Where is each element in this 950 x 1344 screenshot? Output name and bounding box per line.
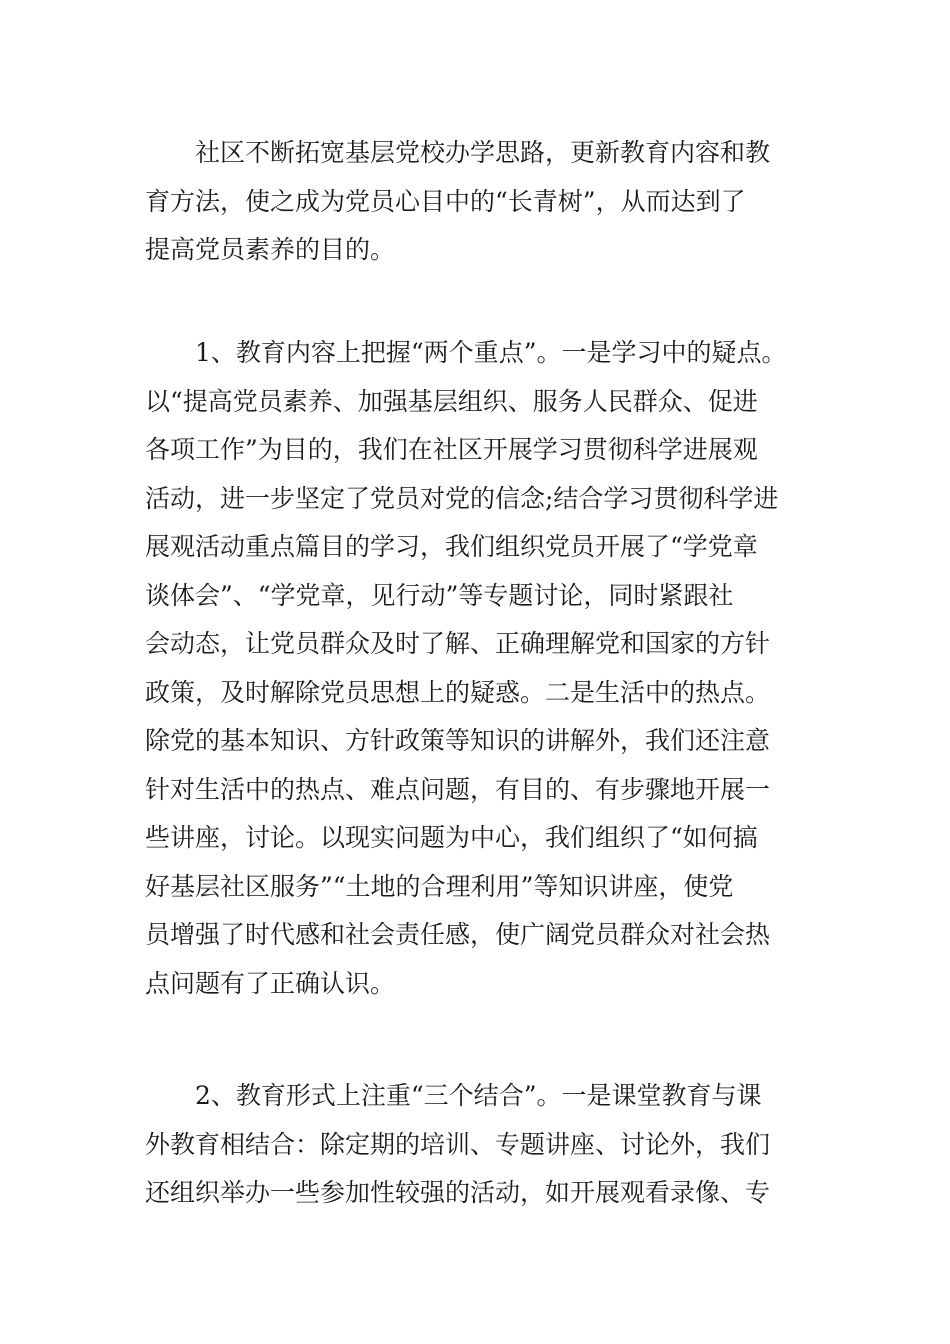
text-line: 2、教育形式上注重“三个结合”。一是课堂教育与课 <box>195 1081 762 1110</box>
text-line: 些讲座，讨论。以现实问题为中心，我们组织了“如何搞 <box>145 823 758 852</box>
text-line: 提高党员素养的目的。 <box>145 235 396 264</box>
text-line: 以“提高党员素养、加强基层组织、服务人民群众、促进 <box>145 386 758 416</box>
text-line: 点问题有了正确认识。 <box>145 968 396 998</box>
paragraph-intro <box>145 129 845 275</box>
text-line: 育方法，使之成为党员心目中的“长青树”，从而达到了 <box>145 186 746 216</box>
text-line: 好基层社区服务”“土地的合理利用”等知识讲座，使党 <box>145 871 734 901</box>
text-line: 政策，及时解除党员思想上的疑惑。二是生活中的热点。 <box>145 677 771 707</box>
text-line: 除党的基本知识、方针政策等知识的讲解外，我们还注意 <box>145 726 771 755</box>
text-line: 会动态，让党员群众及时了解、正确理解党和国家的方针 <box>145 629 771 658</box>
paragraph-form-focus <box>145 1072 845 1218</box>
text-line: 针对生活中的热点、难点问题，有目的、有步骤地开展一 <box>145 774 771 804</box>
text-line: 还组织举办一些参加性较强的活动，如开展观看录像、专 <box>145 1178 771 1207</box>
paragraph-content-focus <box>145 329 845 1008</box>
text-line: 活动，进一步坚定了党员对党的信念;结合学习贯彻科学进 <box>145 483 779 513</box>
text-line: 谈体会”、“学党章，见行动”等专题讨论，同时紧跟社 <box>145 580 734 610</box>
text-line: 1、教育内容上把握“两个重点”。一是学习中的疑点。 <box>195 338 787 367</box>
text-line: 各项工作”为目的，我们在社区开展学习贯彻科学进展观 <box>145 435 758 464</box>
text-line: 员增强了时代感和社会责任感，使广阔党员群众对社会热 <box>145 920 771 949</box>
text-line: 外教育相结合：除定期的培训、专题讲座、讨论外，我们 <box>145 1129 771 1159</box>
text-line: 社区不断拓宽基层党校办学思路，更新教育内容和教 <box>195 138 771 167</box>
text-line: 展观活动重点篇目的学习，我们组织党员开展了“学党章 <box>145 532 758 561</box>
